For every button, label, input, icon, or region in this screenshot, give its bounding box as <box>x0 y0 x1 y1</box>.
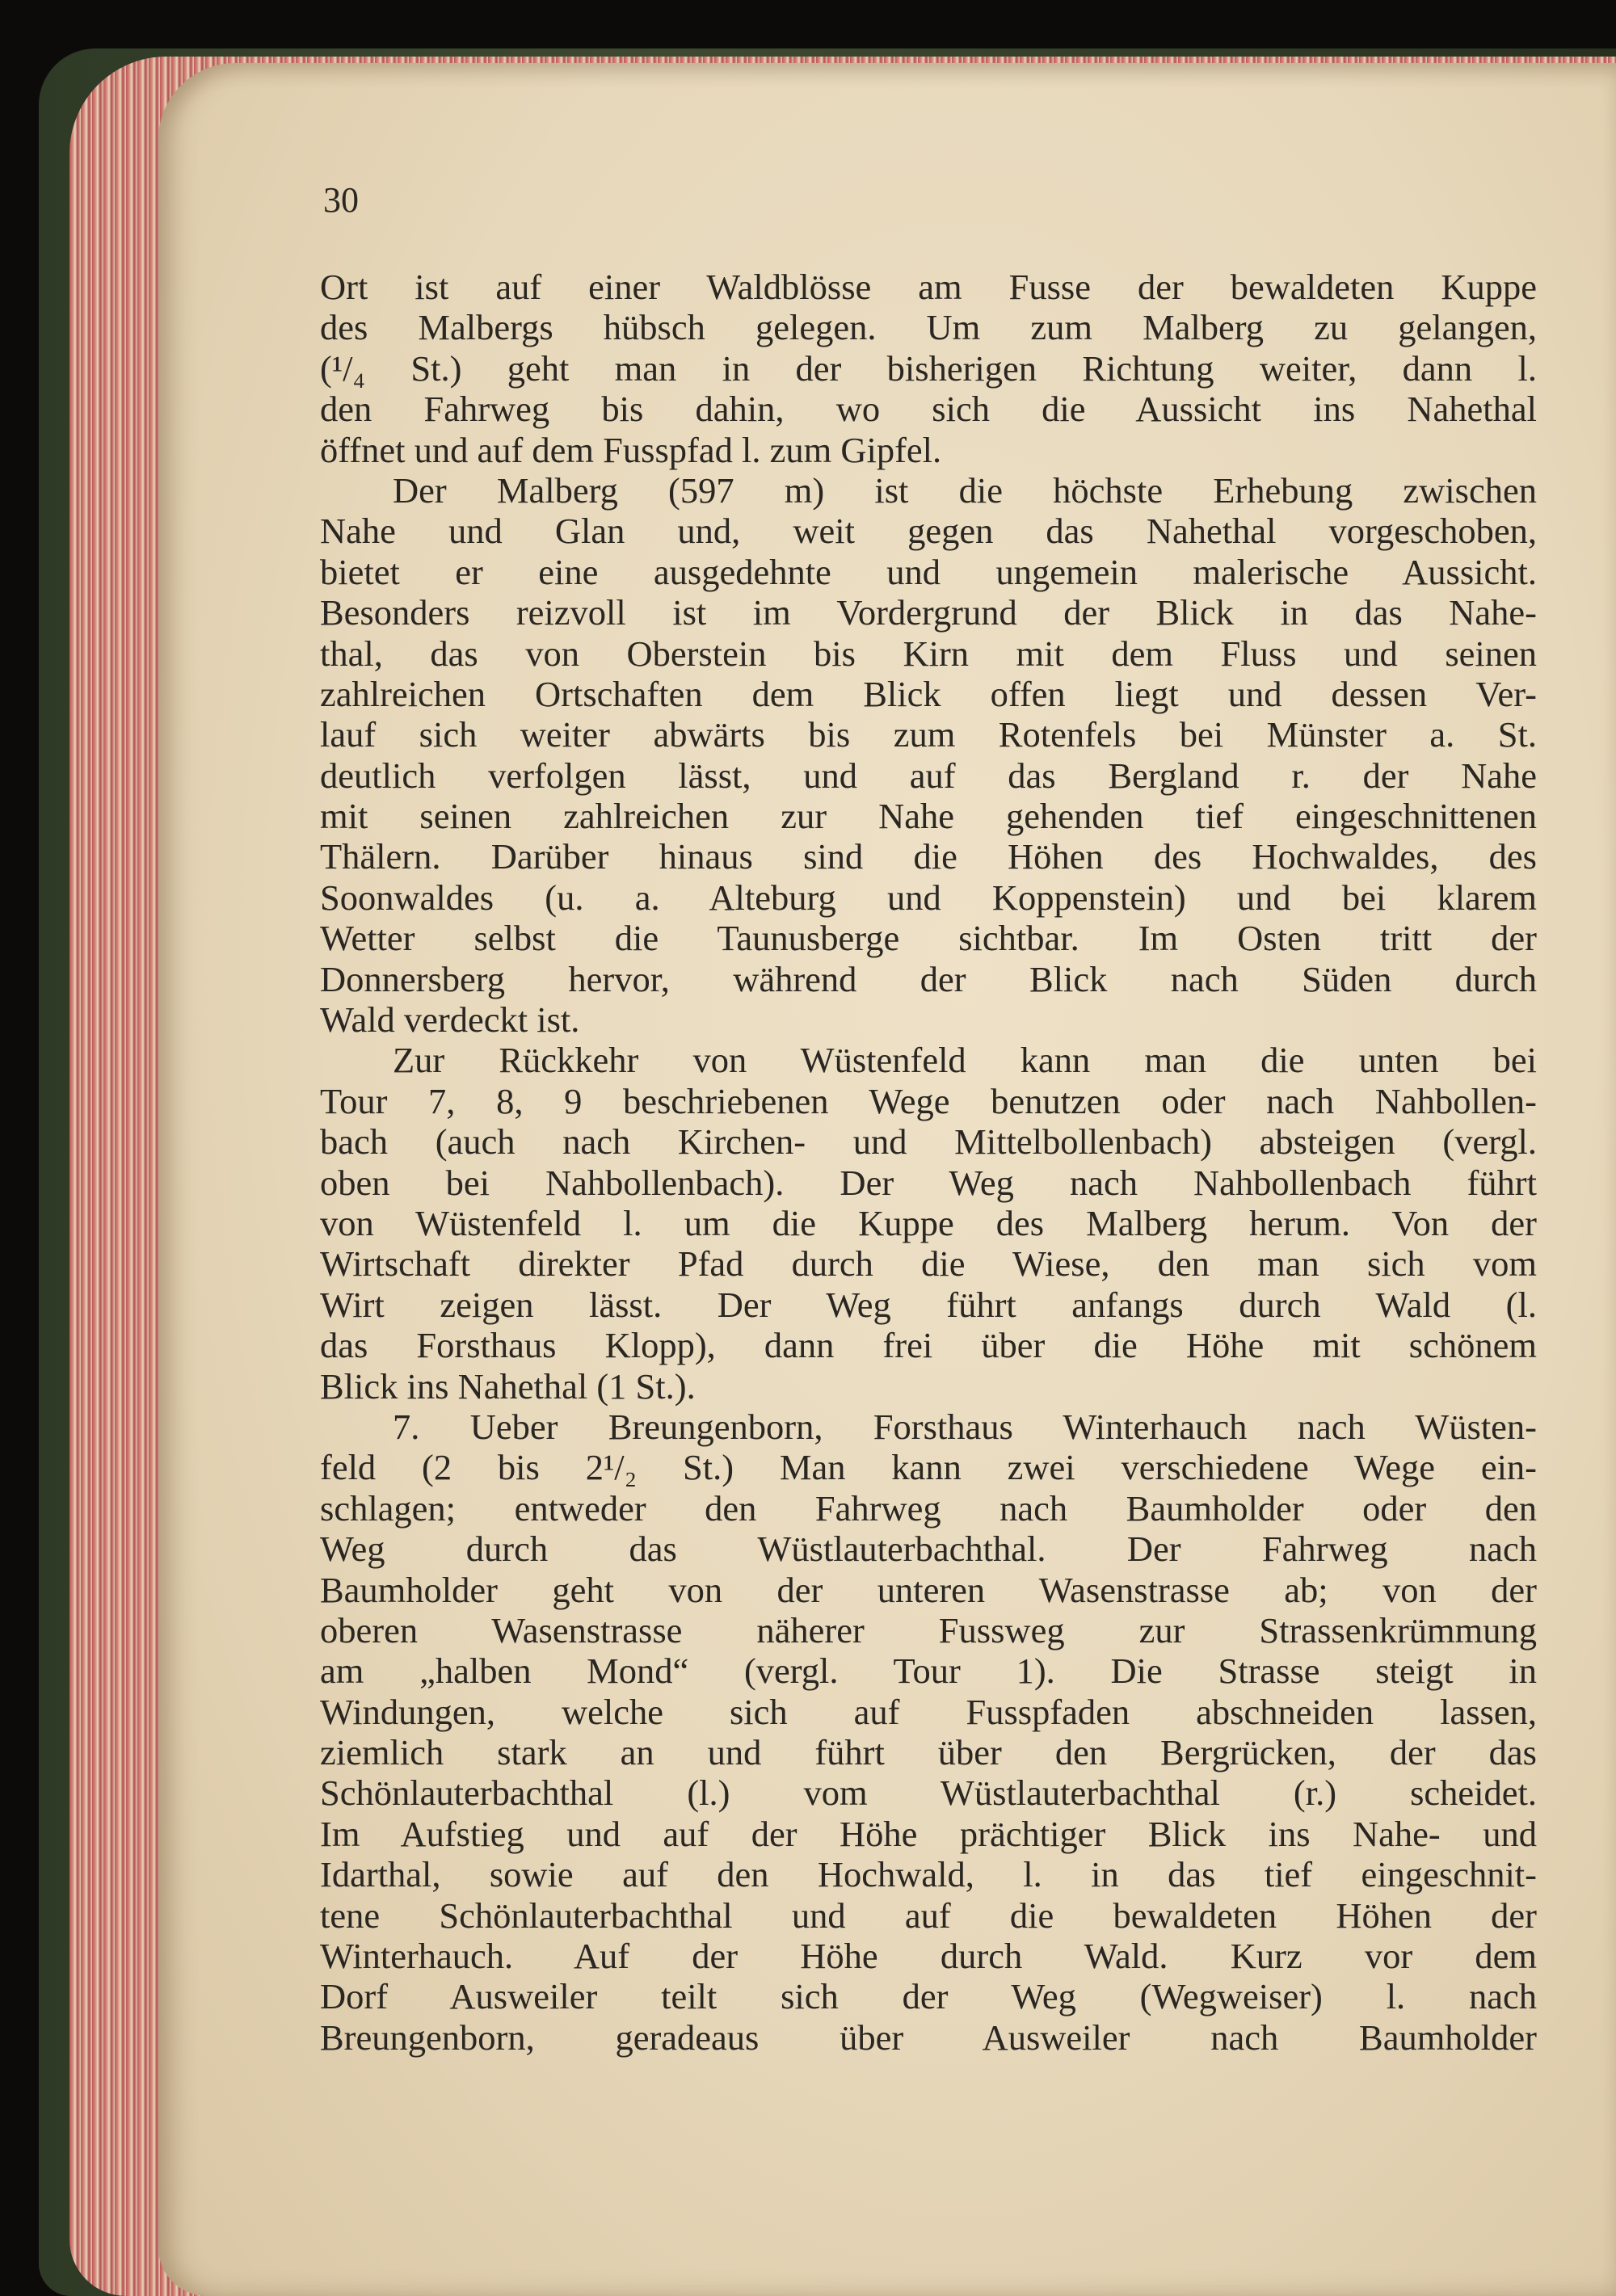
text-line: öffnet und auf dem Fusspfad l. zum Gipfel. <box>320 429 942 470</box>
text-line: des Malbergs hübsch gelegen. Um zum Malberg zu gelangen, <box>320 307 1537 348</box>
text-line: Idarthal, sowie auf den Hochwald, l. in das tief eingeschnit- <box>320 1854 1537 1895</box>
text-line: von Wüstenfeld l. um die Kuppe des Malberg herum. Von der <box>320 1202 1537 1243</box>
text-line: das Forsthaus Klopp), dann frei über die Höhe mit schönem <box>320 1325 1537 1366</box>
text-line: Breungenborn, geradeaus über Ausweiler nach Baumholder <box>320 2016 1537 2058</box>
text-line: Dorf Ausweiler teilt sich der Weg (Wegweiser) l. nach <box>320 1976 1537 2017</box>
text-line: zahlreichen Ortschaften dem Blick offen liegt und dessen Ver- <box>320 673 1537 714</box>
text-line: Schönlauterbachthal (l.) vom Wüstlauterbachthal (r.) scheidet. <box>320 1772 1537 1814</box>
text-line: Besonders reizvoll ist im Vordergrund der Blick in das Nahe- <box>320 592 1537 633</box>
text-line: bach (auch nach Kirchen- und Mittelbollenbach) absteigen (vergl. <box>320 1121 1537 1163</box>
text-line: deutlich verfolgen lässt, und auf das Bergland r. der Nahe <box>320 755 1537 796</box>
text-line: Tour 7, 8, 9 beschriebenen Wege benutzen oder nach Nahbollen- <box>320 1080 1537 1121</box>
text-line: Wirt zeigen lässt. Der Weg führt anfangs durch Wald (l. <box>320 1284 1537 1325</box>
body-text <box>320 267 1537 2058</box>
text-line: Soonwaldes (u. a. Alteburg und Koppenstein) und bei klarem <box>320 877 1537 918</box>
text-line: Der Malberg (597 m) ist die höchste Erhebung zwischen <box>393 469 1537 511</box>
text-line: Donnersberg hervor, während der Blick nach Süden durch <box>320 958 1537 999</box>
text-line: oben bei Nahbollenbach). Der Weg nach Nahbollenbach führt <box>320 1162 1537 1203</box>
text-line: feld (2 bis 2¹/₂ St.) Man kann zwei verschiedene Wege ein- <box>320 1447 1537 1488</box>
text-line: Ort ist auf einer Waldblösse am Fusse der bewaldeten Kuppe <box>320 267 1537 307</box>
text-line: Windungen, welche sich auf Fusspfaden abschneiden lassen, <box>320 1691 1537 1732</box>
text-line: lauf sich weiter abwärts bis zum Rotenfels bei Münster a. St. <box>320 714 1537 755</box>
text-line: (¹/₄ St.) geht man in der bisherigen Richtung weiter, dann l. <box>320 347 1537 389</box>
text-line: bietet er eine ausgedehnte und ungemein malerische Aussicht. <box>320 551 1537 592</box>
text-line: Zur Rückkehr von Wüstenfeld kann man die unten bei <box>393 1040 1537 1081</box>
text-line: ziemlich stark an und führt über den Bergrücken, der das <box>320 1732 1537 1773</box>
text-line: Wald verdeckt ist. <box>320 999 580 1041</box>
text-line: Thälern. Darüber hinaus sind die Höhen des Hochwaldes, des <box>320 836 1537 877</box>
text-line: den Fahrweg bis dahin, wo sich die Aussicht ins Nahethal <box>320 389 1537 430</box>
text-line: Nahe und Glan und, weit gegen das Nahethal vorgeschoben, <box>320 511 1537 552</box>
text-line: Im Aufstieg und auf der Höhe prächtiger Blick ins Nahe- und <box>320 1813 1537 1854</box>
text-line: Winterhauch. Auf der Höhe durch Wald. Kurz vor dem <box>320 1936 1537 1977</box>
text-line: 7. Ueber Breungenborn, Forsthaus Winterhauch nach Wüsten- <box>393 1406 1537 1447</box>
text-line: am „halben Mond“ (vergl. Tour 1). Die Strasse steigt in <box>320 1651 1537 1692</box>
text-line: Wetter selbst die Taunusberge sichtbar. Im Osten tritt der <box>320 918 1537 959</box>
text-line: Blick ins Nahethal (1 St.). <box>320 1365 696 1407</box>
text-line: oberen Wasenstrasse näherer Fussweg zur Strassenkrümmung <box>320 1609 1537 1651</box>
text-line: thal, das von Oberstein bis Kirn mit dem Fluss und seinen <box>320 633 1537 674</box>
text-line: tene Schönlauterbachthal und auf die bewaldeten Höhen der <box>320 1894 1537 1936</box>
text-line: mit seinen zahlreichen zur Nahe gehenden tief eingeschnittenen <box>320 796 1537 837</box>
text-line: schlagen; entweder den Fahrweg nach Baumholder oder den <box>320 1487 1537 1529</box>
text-line: Baumholder geht von der unteren Wasenstrasse ab; von der <box>320 1569 1537 1610</box>
text-line: Weg durch das Wüstlauterbachthal. Der Fahrweg nach <box>320 1529 1537 1570</box>
text-line: Wirtschaft direkter Pfad durch die Wiese, den man sich vom <box>320 1243 1537 1285</box>
page-number: 30 <box>323 180 359 220</box>
